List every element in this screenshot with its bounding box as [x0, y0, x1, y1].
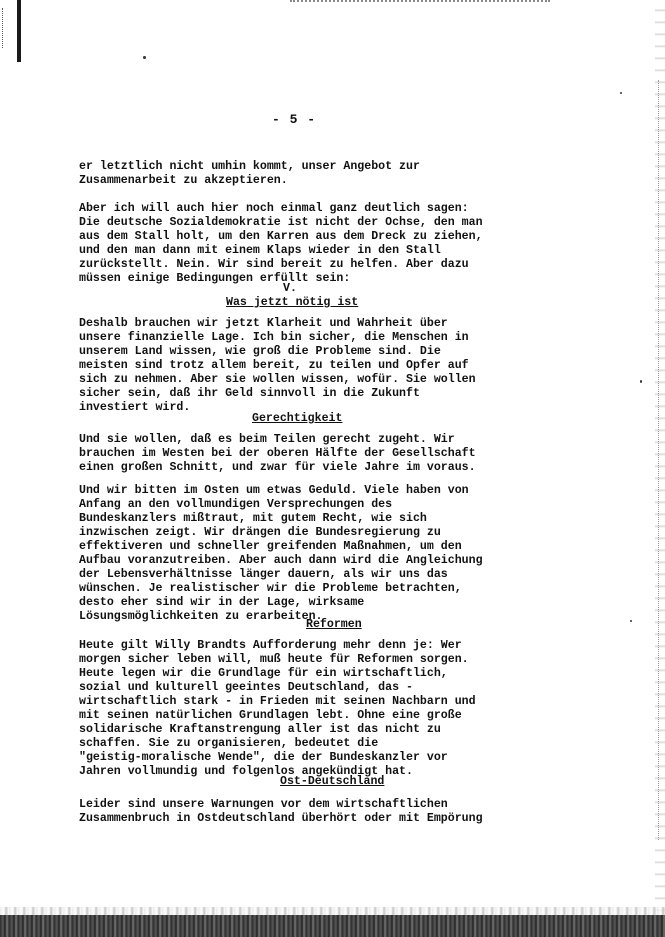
scan-speck — [640, 380, 642, 383]
section-number: V. — [283, 282, 297, 295]
section-heading: Reformen — [306, 618, 362, 631]
paragraph: Aber ich will auch hier noch einmal ganz deutlich sagen: Die deutsche Sozialdemokratie ist nicht der Ochse, den man aus dem Stall holt, um den Karren aus dem Dreck zu ziehen, und den man dann mit einem Klaps wieder in den Stall zurückstellt. Nein. Wir sind bereit zu helfen. Aber dazu müssen einige Bedingungen erfüllt sein: — [79, 202, 483, 285]
paragraph: Und sie wollen, daß es beim Teilen gerecht zugeht. Wir brauchen im Westen bei der oberen Hälfte der Gesellschaft einen großen Schnitt, und zwar für viele Jahre im voraus. — [79, 433, 476, 474]
paragraph: Deshalb brauchen wir jetzt Klarheit und Wahrheit über unsere finanzielle Lage. Ich bin sicher, die Menschen in unserem Land wissen, wie groß die Probleme sind. Die meisten sind trotz allem bereit, zu teilen und Opfer auf sich zu nehmen. Aber sie wollen wissen, wofür. Sie wollen sicher sein, daß ihr Geld sinnvoll in die Zukunft investiert wird. — [79, 317, 476, 414]
paragraph: Heute gilt Willy Brandts Aufforderung mehr denn je: Wer morgen sicher leben will, muß heute für Reformen sorgen. Heute legen wir die Grundlage für ein wirtschaftlich, sozial und kulturell geeintes Deutschland, das - wirtschaftlich stark - in Frieden mit seinen Nachbarn und mit seinen natürlichen Grundlagen lebt. Ohne eine große solidarische Kraftanstrengung aller ist das nicht zu schaffen. Sie zu organisieren, bedeutet die "geistig-moralische Wende", die der Bundeskanzler vor Jahren vollmundig und folgenlos angekündigt hat. — [79, 639, 476, 778]
section-heading: Gerechtigkeit — [252, 412, 343, 425]
paragraph: Leider sind unsere Warnungen vor dem wirtschaftlichen Zusammenbruch in Ostdeutschland überhört oder mit Empörung — [79, 798, 483, 825]
section-heading: Ost-Deutschland — [280, 775, 385, 788]
scan-edge-mark — [17, 0, 21, 62]
scan-bottom-edge — [0, 915, 665, 937]
paragraph: er letztlich nicht umhin kommt, unser Angebot zur Zusammenarbeit zu akzeptieren. — [79, 160, 420, 187]
scan-speck — [630, 620, 632, 622]
scan-noise — [290, 0, 550, 6]
page-number: - 5 - — [272, 112, 317, 127]
scan-noise — [656, 80, 659, 840]
scan-speck — [143, 56, 146, 59]
section-heading: Was jetzt nötig ist — [226, 296, 359, 309]
scan-speck — [620, 92, 622, 94]
scan-noise — [2, 8, 15, 48]
paragraph: Und wir bitten im Osten um etwas Geduld. Viele haben von Anfang an den vollmundigen Versprechungen des Bundeskanzlers mißtraut, mit gutem Recht, wie sich inzwischen zeigt. Wir drängen die Bundesregierung zu effektiveren und schneller greifenden Maßnahmen, um den Aufbau voranzutreiben. Aber auch dann wird die Angleichung der Lebensverhältnisse länger dauern, als wir uns das wünschen. Je realistischer wir die Probleme betrachten, desto eher sind wir in der Lage, wirksame Lösungsmöglichkeiten zu erarbeiten. — [79, 484, 483, 623]
